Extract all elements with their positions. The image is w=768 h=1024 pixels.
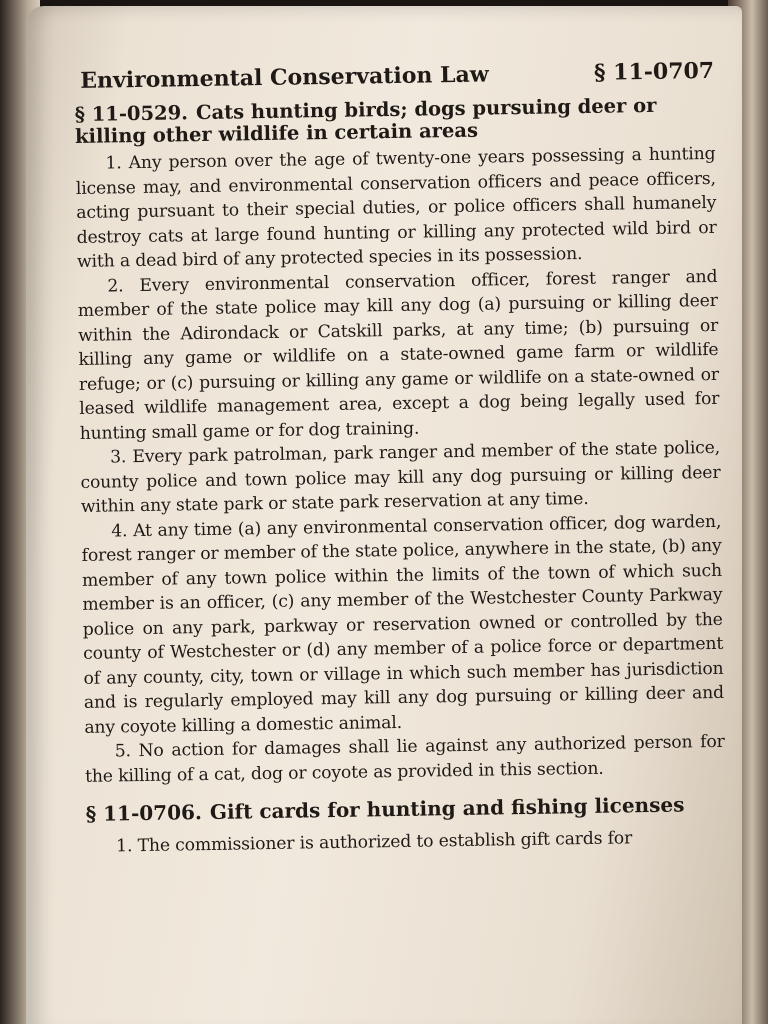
page-text xyxy=(74,58,726,859)
running-head-section: § 11-0707 xyxy=(593,57,715,86)
paragraph-cut-off: 1. The commissioner is authorized to establish gift cards for xyxy=(116,828,633,857)
paragraph-1: 1. Any person over the age of twenty-one years possessing a hunting license may, and environmental conservation officers and peace officers, acting pursuant to their special duties, or police officers shall humanely destroy cats at large found hunting or killing any protected wild bird or with a dead bird of any protected species in its possession. xyxy=(75,143,717,272)
running-head-title: Environmental Conservation Law xyxy=(79,61,489,94)
section-title: Gift cards for hunting and fishing licenses xyxy=(209,792,685,824)
paragraph-5: 5. No action for damages shall lie against any authorized person for the killing of a cat, dog or coyote as provided in this section. xyxy=(84,731,725,787)
paragraph-2: 2. Every environmental conservation officer, forest ranger and member of the state police may kill any dog (a) pursuing or killing deer within the Adirondack or Catskill parks, at any time; (b) pursuing or killing any game or wildlife on a state-owned game farm or wildlife refuge; or (c) pursuing or killing any game or wildlife on a state-owned or leased wildlife management area, except a dog being legally used for hunting small game or for dog training. xyxy=(77,266,720,444)
section-title: Cats hunting birds; dogs pursuing deer or killing other wildlife in certain areas xyxy=(74,93,657,148)
section-heading-11-0529 xyxy=(75,94,716,148)
paragraph-4: 4. At any time (a) any environmental conservation officer, dog warden, forest ranger or member of the state police, anywhere in the state, (b) any member of any town police within the limits of the town of which such member is an officer, (c) any member of the Westchester County Parkway police on any park, parkway or reservation owned or controlled by the county of Westchester or (d) any member of a police force or department of any county, city, town or village in which such member has jurisdiction and is regularly employed may kill any dog pursuing or killing deer and any coyote killing a domestic animal. xyxy=(81,511,725,738)
section-number: § 11-0706. xyxy=(85,800,203,826)
section-number: § 11-0529. xyxy=(74,101,189,126)
paragraph-3: 3. Every park patrolman, park ranger and member of the state police, county police and town police may kill any dog pursuing or killing deer within any state park or state park reservation at any time. xyxy=(80,437,721,517)
section-heading-11-0706 xyxy=(86,793,726,825)
running-head xyxy=(80,58,714,94)
book-page xyxy=(26,6,742,1024)
